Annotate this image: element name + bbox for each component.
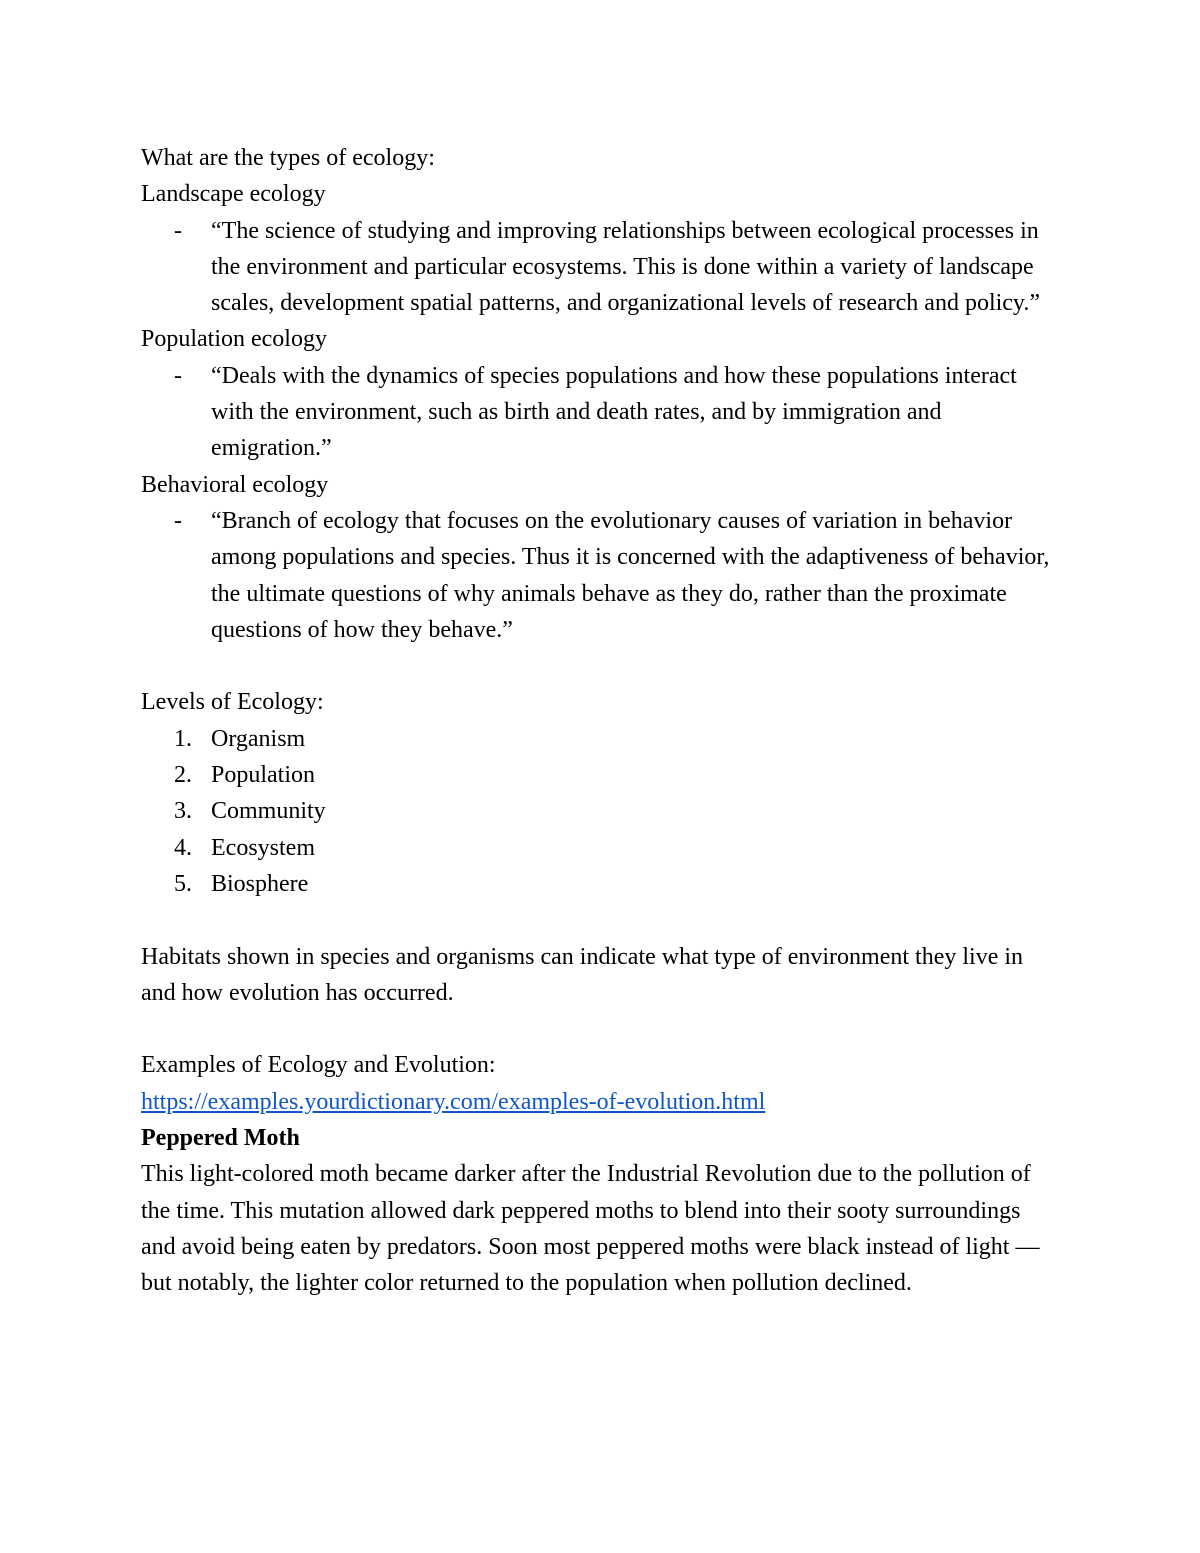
quote-population: “Deals with the dynamics of species populations and how these populations interact with the environment, such as birth and death rates, and by immigration and emigration.” xyxy=(211,362,1017,462)
quote-landscape: “The science of studying and improving relationships between ecological processes in the environment and particular ecosystems. This is done within a variety of landscape scales, development spatial patterns, and organizational levels of research and policy.” xyxy=(211,217,1041,317)
bullet-marker: - xyxy=(174,362,182,389)
list-number: 2. xyxy=(174,762,192,789)
moth-title: Peppered Moth xyxy=(141,1125,300,1152)
examples-link[interactable]: https://examples.yourdictionary.com/examples-of-evolution.html xyxy=(141,1088,766,1115)
list-item-label: Population xyxy=(211,762,316,789)
bullet-item-population xyxy=(141,358,1051,467)
bullet-item-behavioral xyxy=(141,503,1051,648)
list-number: 5. xyxy=(174,870,192,897)
bullet-marker: - xyxy=(174,507,182,534)
type-name-behavioral: Behavioral ecology xyxy=(141,471,329,498)
bullet-marker: - xyxy=(174,217,182,244)
list-item-label: Ecosystem xyxy=(211,834,315,861)
levels-heading: Levels of Ecology: xyxy=(141,689,324,716)
list-item xyxy=(141,793,1051,829)
document-page xyxy=(141,140,1051,1302)
habitats-paragraph: Habitats shown in species and organisms can indicate what type of environment they live in and how evolution has occurred. xyxy=(141,943,1024,1006)
moth-paragraph: This light-colored moth became darker after the Industrial Revolution due to the pollution of the time. This mutation allowed dark peppered moths to blend into their sooty surroundings and avoid being eaten by predators. Soon most peppered moths were black instead of light — but notably, the lighter color returned to the population when pollution declined. xyxy=(141,1161,1040,1297)
list-item-label: Organism xyxy=(211,725,306,752)
list-number: 3. xyxy=(174,798,192,825)
blank-line xyxy=(141,1011,1051,1047)
list-item xyxy=(141,721,1051,757)
list-item xyxy=(141,866,1051,902)
list-number: 4. xyxy=(174,834,192,861)
list-item-label: Community xyxy=(211,798,326,825)
list-item xyxy=(141,830,1051,866)
bullet-item-landscape xyxy=(141,213,1051,322)
blank-line xyxy=(141,902,1051,938)
list-item-label: Biosphere xyxy=(211,870,309,897)
levels-list xyxy=(141,721,1051,902)
list-number: 1. xyxy=(174,725,192,752)
quote-behavioral: “Branch of ecology that focuses on the evolutionary causes of variation in behavior among populations and species. Thus it is concerned with the adaptiveness of behavior, the ultimate questions of why animals behave as they do, rather than the proximate questions of how they behave.” xyxy=(211,507,1050,643)
list-item xyxy=(141,757,1051,793)
blank-line xyxy=(141,648,1051,684)
type-name-landscape: Landscape ecology xyxy=(141,181,326,208)
types-heading: What are the types of ecology: xyxy=(141,145,435,171)
examples-heading: Examples of Ecology and Evolution: xyxy=(141,1052,496,1079)
type-name-population: Population ecology xyxy=(141,326,327,353)
